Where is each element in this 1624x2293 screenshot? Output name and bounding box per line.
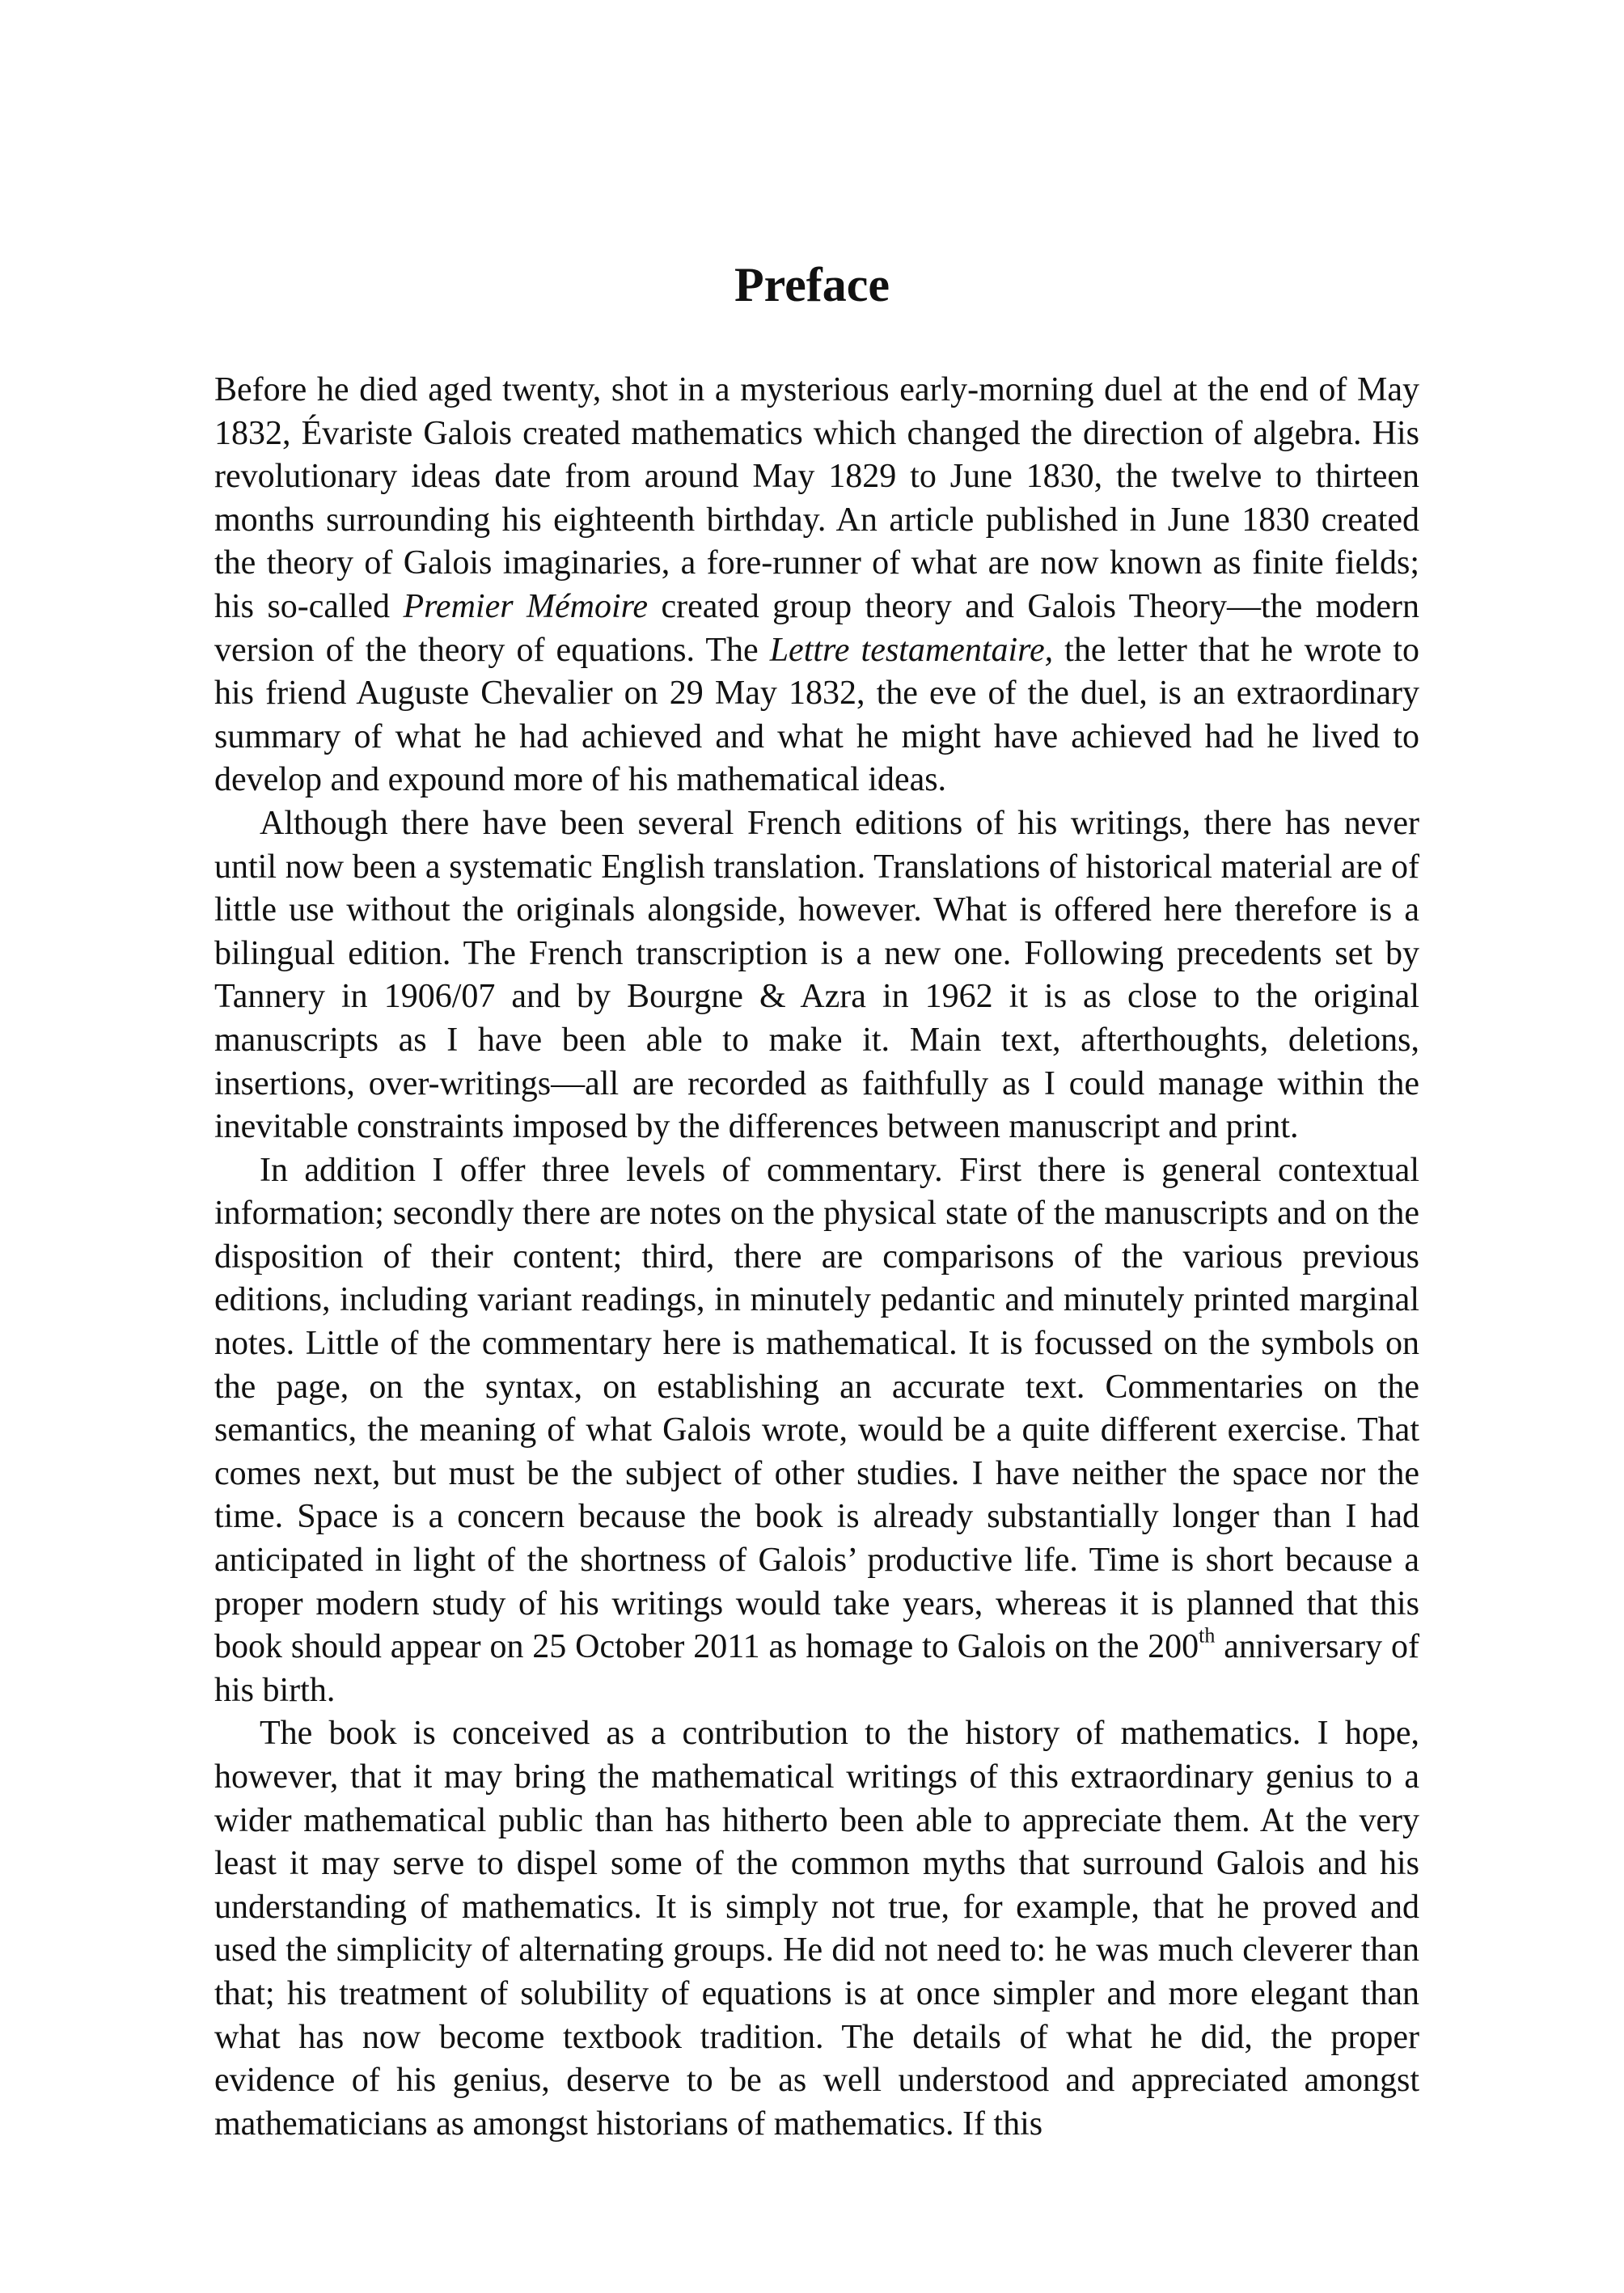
paragraph-1-text-1: Before he died aged twenty, shot in a mysterious early-morning duel at the end of May 1832, Évariste Galois created mathematics which changed the direction of algebra. His revolutionary ideas date from around May 1829 to June 1830, the twelve to thirteen months surrounding his eighteenth birthday. An article published in June 1830 created the theory of Galois imaginaries, a fore-runner of what are now known as finite fields; his so-called <box>214 371 1419 625</box>
page-title: Preface <box>734 258 890 311</box>
paragraph-3-text-1: In addition I offer three levels of commentary. First there is general contextual information; secondly there are notes on the physical state of the manuscripts and on the disposition of their content; third, there are comparisons of the various previous editions, including variant readings, in minutely pedantic and minutely printed marginal notes. Little of the commentary here is mathematical. It is focussed on the symbols on the page, on the syntax, on establishing an accurate text. Commentaries on the semantics, the meaning of what Galois wrote, would be a quite different exercise. That comes next, but must be the subject of other studies. I have neither the space nor the time. Space is a concern because the book is already substantially longer than I had anticipated in light of the shortness of Galois’ productive life. Time is short because a proper modern study of his writings would take years, whereas it is planned that this book should appear on 25 October 2011 as homage to Galois on the 200 <box>214 1151 1419 1666</box>
paragraph-3 <box>214 1149 1419 1713</box>
preface-body <box>214 369 1419 2146</box>
ordinal-superscript: th <box>1199 1623 1216 1648</box>
paragraph-1-text-3: the letter that he wrote to his friend Auguste Chevalier on 29 May 1832, the eve of the duel, is an extraordinary summary of what he had achieved and what he might have achieved had he lived to develop and expound more of his mathematical ideas. <box>214 631 1419 799</box>
lettre-testamentaire-title: Lettre testamentaire, <box>769 631 1054 669</box>
paragraph-1-text-2: created group theory and Galois Theory—the modern version of the theory of equations. The <box>214 587 1420 669</box>
premier-memoire-title: Premier Mémoire <box>403 587 649 625</box>
paragraph-3-text-2: anniversary of his birth. <box>214 1628 1419 1709</box>
paragraph-2: Although there have been several French editions of his writings, there has never until now been a systematic English translation. Translations of historical material are of little use without the originals alongside, however. What is offered here therefore is a bilingual edition. The French transcription is a new one. Following precedents set by Tannery in 1906/07 and by Bourgne & Azra in 1962 it is as close to the original manuscripts as I have been able to make it. Main text, afterthoughts, deletions, insertions, over-writings—all are recorded as faithfully as I could manage within the inevitable constraints imposed by the differences between manuscript and print. <box>214 804 1419 1146</box>
paragraph-1 <box>214 369 1419 802</box>
paragraph-4: The book is conceived as a contribution to the history of mathematics. I hope, however, that it may bring the mathematical writings of this extraordinary genius to a wider mathematical public than has hitherto been able to appreciate them. At the very least it may serve to dispel some of the common myths that surround Galois and his understanding of mathematics. It is simply not true, for example, that he proved and used the simplicity of alternating groups. He did not need to: he was much cleverer than that; his treatment of solubility of equations is at once simpler and more elegant than what has now become textbook tradition. The details of what he did, the proper evidence of his genius, deserve to be as well understood and appreciated amongst mathematicians as amongst historians of mathematics. If this <box>214 1715 1419 2143</box>
